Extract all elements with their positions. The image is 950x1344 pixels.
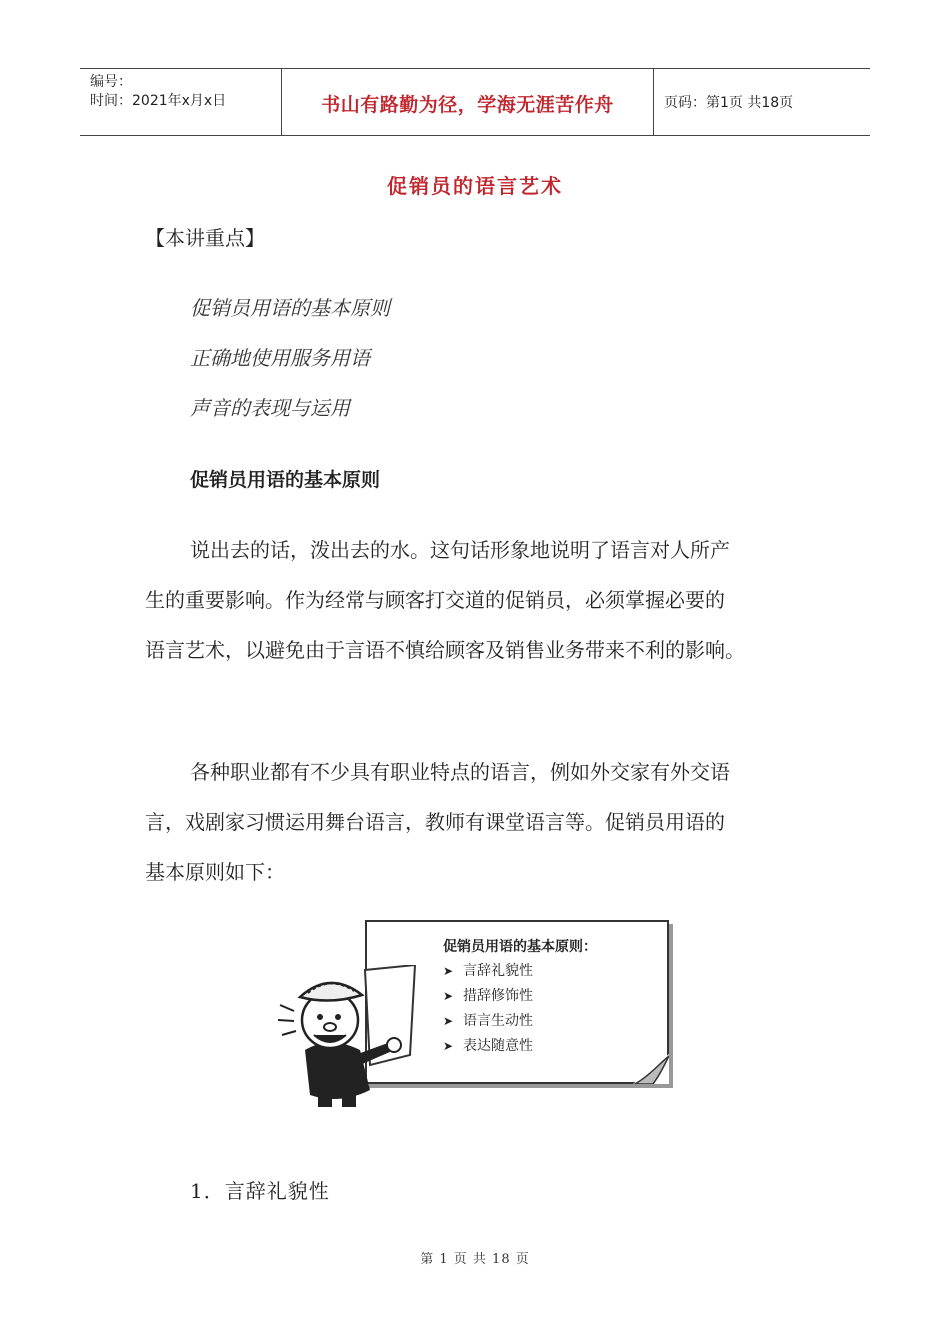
- arrow-icon: ➤: [443, 1014, 454, 1028]
- subsection-heading: 1．言辞礼貌性: [190, 1179, 330, 1203]
- page-header: [80, 68, 870, 136]
- header-date: 时间：2021年x月x日: [90, 93, 227, 109]
- page-curl-icon: [633, 1054, 669, 1084]
- arrow-icon: ➤: [443, 1039, 454, 1053]
- focus-item: 促销员用语的基本原则: [190, 296, 390, 320]
- paragraph-line: 基本原则如下：: [145, 860, 285, 884]
- focus-item: 声音的表现与运用: [190, 396, 350, 420]
- header-meta: [80, 69, 282, 135]
- document-title: 促销员的语言艺术: [387, 174, 563, 198]
- paragraph-line: 言，戏剧家习惯运用舞台语言，教师有课堂语言等。促销员用语的: [145, 810, 725, 834]
- focus-item: 正确地使用服务用语: [190, 346, 370, 370]
- paragraph-2: [145, 747, 825, 897]
- board-item: ➤ 表达随意性: [443, 1038, 533, 1054]
- paragraph-1: [145, 525, 825, 675]
- arrow-icon: ➤: [443, 989, 454, 1003]
- header-page-info: 页码：第1页 共18页: [664, 95, 794, 111]
- paragraph-line: 语言艺术，以避免由于言语不慎给顾客及销售业务带来不利的影响。: [145, 638, 745, 662]
- focus-label: 【本讲重点】: [145, 226, 265, 250]
- header-motto: 书山有路勤为径，学海无涯苦作舟: [282, 69, 654, 135]
- board-item: ➤ 言辞礼貌性: [443, 963, 533, 979]
- board-item: ➤ 语言生动性: [443, 1013, 533, 1029]
- board-title: 促销员用语的基本原则：: [443, 939, 597, 955]
- section-heading: 促销员用语的基本原则: [190, 469, 381, 491]
- header-number: 编号：: [90, 74, 132, 90]
- paragraph-line: 说出去的话，泼出去的水。这句话形象地说明了语言对人所产: [190, 538, 730, 562]
- page-footer: 第 1 页 共 18 页: [420, 1252, 530, 1267]
- board-item: ➤ 措辞修饰性: [443, 988, 533, 1004]
- principles-figure: [270, 915, 670, 1110]
- paragraph-line: 各种职业都有不少具有职业特点的语言，例如外交家有外交语: [190, 760, 730, 784]
- presenter-cartoon-icon: [270, 965, 440, 1110]
- arrow-icon: ➤: [443, 964, 454, 978]
- paragraph-line: 生的重要影响。作为经常与顾客打交道的促销员，必须掌握必要的: [145, 588, 725, 612]
